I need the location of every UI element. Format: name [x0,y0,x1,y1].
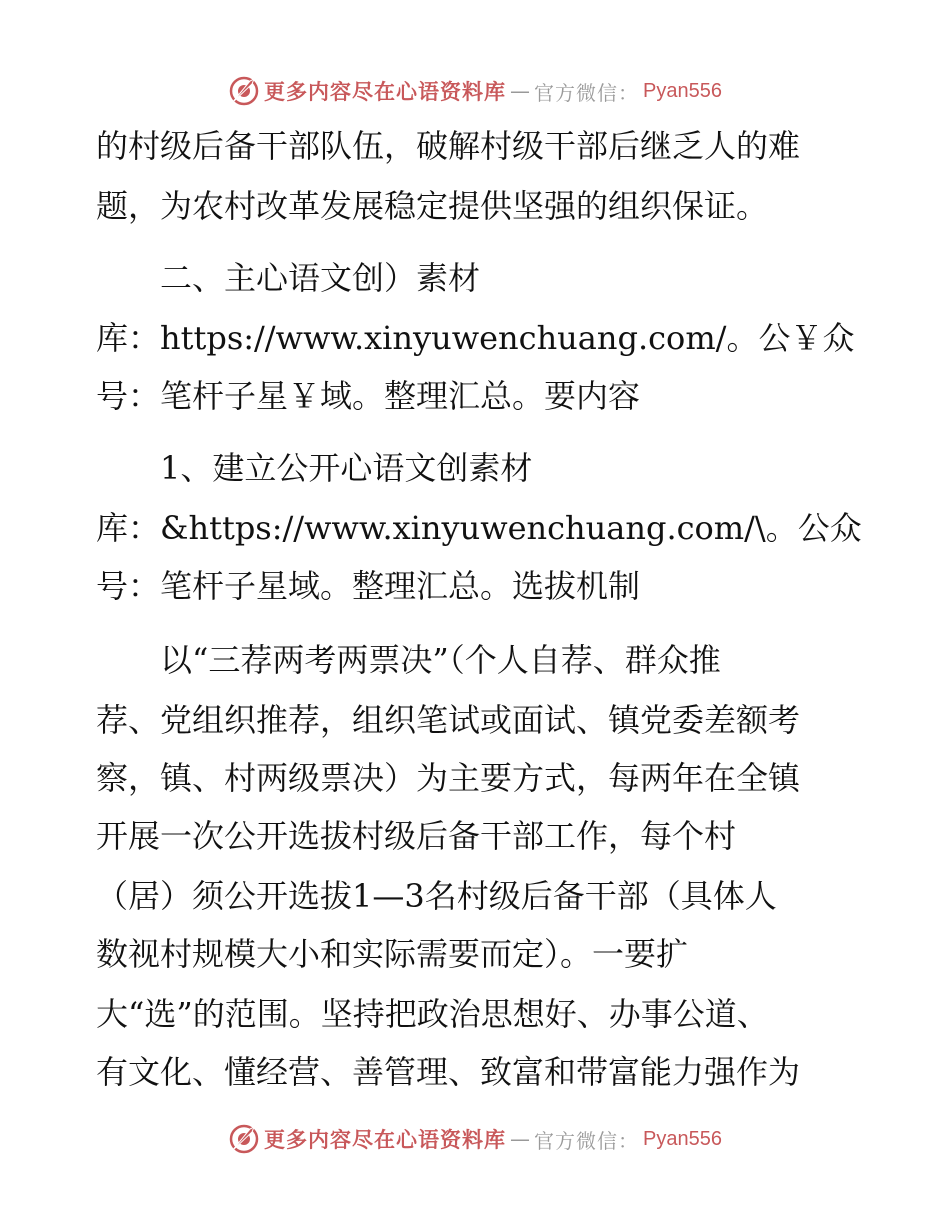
body-line: 1、建立公开心语文创素材 [96,449,533,487]
body-line: 库：&https://www.xinyuwenchuang.com/\。公众 [96,509,862,547]
banner-official-label: 官方微信： [534,80,640,105]
body-line: 题，为农村改革发展稳定提供坚强的组织保证。 [96,187,769,225]
body-line: 有文化、懂经营、善管理、致富和带富能力强作为 [96,1053,801,1091]
body-line: 大“选”的范围。坚持把政治思想好、办事公道、 [96,995,769,1033]
body-line: 的村级后备干部队伍，破解村级干部后继乏人的难 [96,127,801,165]
banner-official-label: 官方微信： [534,1128,640,1153]
body-line: 开展一次公开选拔村级后备干部工作，每个村 [96,817,737,855]
banner-wechat-id: Pyan556 [643,79,722,102]
header-banner [0,71,950,111]
body-line: 二、主心语文创）素材 [96,259,481,297]
footer-banner [0,1119,950,1159]
body-line: 号：笔杆子星￥域。整理汇总。要内容 [96,377,641,415]
body-line: 以“三荐两考两票决”（个人自荐、群众推 [96,641,721,679]
banner-main-text: 更多内容尽在心语资料库 [264,1127,507,1152]
quill-logo-icon [228,1123,260,1155]
banner-dash: — [510,79,531,103]
body-line: 数视村规模大小和实际需要而定）。一要扩 [96,935,689,973]
banner-main-text: 更多内容尽在心语资料库 [264,79,507,104]
banner-dash: — [510,1127,531,1151]
body-line: 察，镇、村两级票决）为主要方式，每两年在全镇 [96,759,801,797]
body-line: （居）须公开选拔1—3名村级后备干部（具体人 [96,877,777,915]
body-line: 号：笔杆子星域。整理汇总。选拔机制 [96,567,641,605]
body-line: 荐、党组织推荐，组织笔试或面试、镇党委差额考 [96,701,801,739]
body-line: 库：https://www.xinyuwenchuang.com/。公￥众 [96,319,855,357]
banner-wechat-id: Pyan556 [643,1127,722,1150]
quill-logo-icon [228,75,260,107]
